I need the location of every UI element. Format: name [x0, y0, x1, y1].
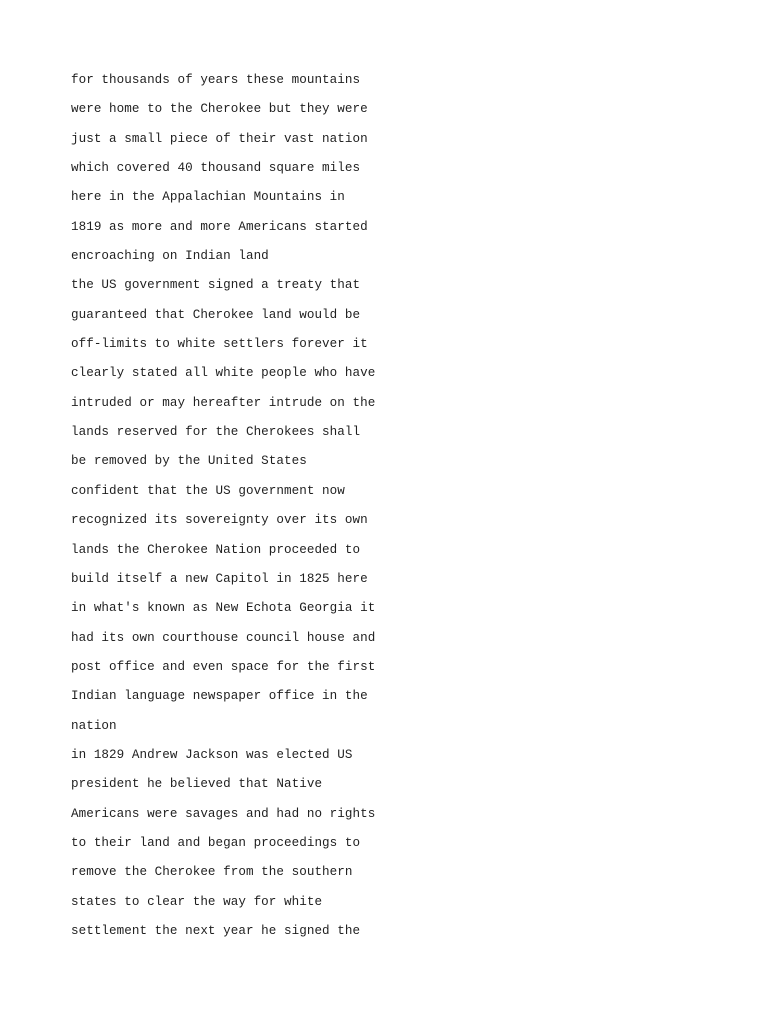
text-line: in what's known as New Echota Georgia it	[71, 601, 376, 616]
text-line: off-limits to white settlers forever it	[71, 337, 368, 352]
text-line: which covered 40 thousand square miles	[71, 161, 361, 176]
text-line: in 1829 Andrew Jackson was elected US	[71, 747, 353, 762]
text-line: encroaching on Indian land	[71, 249, 269, 264]
text-line: for thousands of years these mountains	[71, 73, 361, 87]
text-line: had its own courthouse council house and	[71, 630, 376, 645]
text-line: recognized its sovereignty over its own	[71, 513, 368, 528]
text-line: confident that the US government now	[71, 483, 345, 498]
text-line: Indian language newspaper office in the	[71, 689, 368, 704]
text-line: lands the Cherokee Nation proceeded to	[71, 542, 361, 557]
text-line: guaranteed that Cherokee land would be	[71, 307, 361, 322]
text-line: 1819 as more and more Americans started	[71, 219, 368, 234]
text-line: build itself a new Capitol in 1825 here	[71, 571, 368, 586]
text-line: lands reserved for the Cherokees shall	[71, 425, 361, 440]
text-line: post office and even space for the first	[71, 659, 376, 674]
text-line: remove the Cherokee from the southern	[71, 865, 353, 880]
transcript-text	[71, 70, 711, 950]
text-line: the US government signed a treaty that	[71, 278, 361, 293]
text-line: to their land and began proceedings to	[71, 835, 361, 850]
text-line: nation	[71, 718, 117, 733]
text-line: president he believed that Native	[71, 777, 323, 792]
text-line: clearly stated all white people who have	[71, 366, 376, 381]
text-line: just a small piece of their vast nation	[71, 131, 368, 146]
text-line: be removed by the United States	[71, 454, 307, 469]
text-line: were home to the Cherokee but they were	[71, 102, 368, 117]
text-line: here in the Appalachian Mountains in	[71, 190, 345, 205]
text-line: intruded or may hereafter intrude on the	[71, 395, 376, 410]
text-line: Americans were savages and had no rights	[71, 806, 376, 821]
text-line: settlement the next year he signed the	[71, 923, 361, 938]
text-line: states to clear the way for white	[71, 894, 323, 909]
